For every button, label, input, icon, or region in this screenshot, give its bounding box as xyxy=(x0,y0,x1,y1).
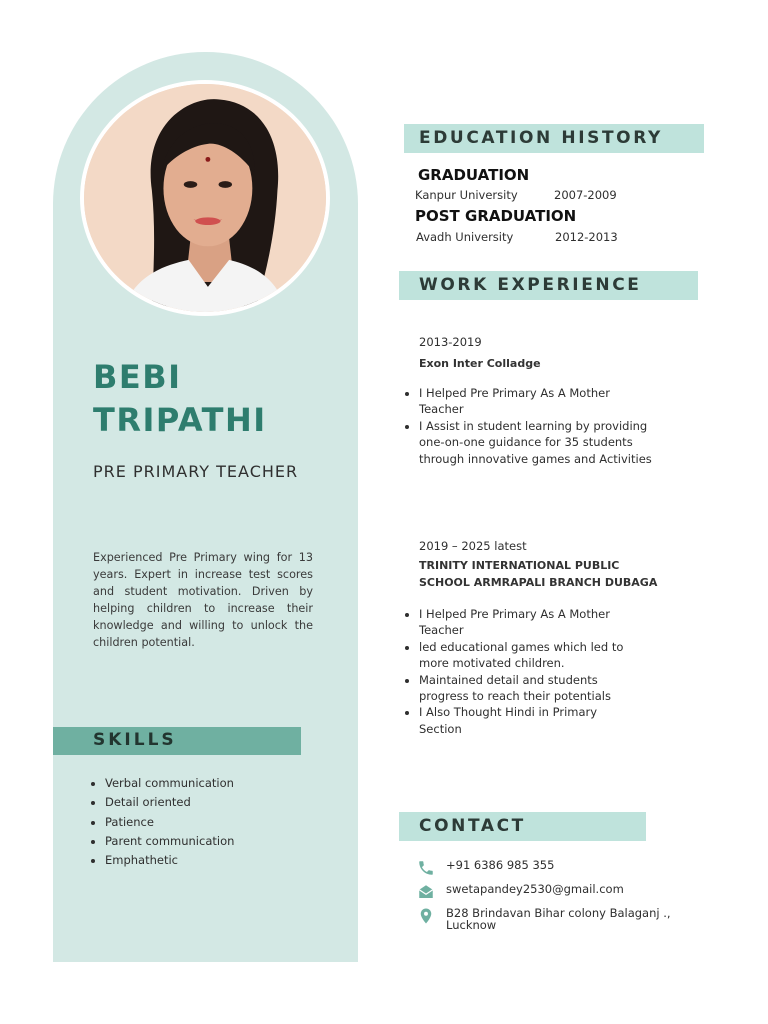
skill-item: • Detail oriented xyxy=(105,793,234,812)
education-degree: POST GRADUATION xyxy=(415,207,577,225)
contact-phone-row xyxy=(417,859,696,877)
candidate-name xyxy=(93,356,333,442)
education-header-bar xyxy=(404,124,704,153)
job-years: 2013-2019 xyxy=(419,335,482,349)
envelope-icon xyxy=(417,883,435,901)
contact-email-row xyxy=(417,883,696,901)
location-pin-icon xyxy=(417,907,435,925)
work-title: WORK EXPERIENCE xyxy=(419,275,642,295)
job-bullet: • Maintained detail and students progress to reach their potentials xyxy=(419,672,639,705)
education-degree: GRADUATION xyxy=(418,166,530,184)
contact-title: CONTACT xyxy=(419,816,526,836)
contact-address: B28 Brindavan Bihar colony Balaganj ., Lucknow xyxy=(446,906,671,932)
phone-icon xyxy=(417,859,435,877)
education-title: EDUCATION HISTORY xyxy=(419,128,663,148)
skill-item: • Verbal communication xyxy=(105,774,234,793)
skill-item: • Parent communication xyxy=(105,832,234,851)
job-bullet: • I Assist in student learning by providing one-on-one guidance for 35 students through innovative games and Activities xyxy=(419,418,667,467)
name-last: TRIPATHI xyxy=(93,401,267,439)
name-first: BEBI xyxy=(93,358,182,396)
contact-address-row xyxy=(417,907,696,931)
skills-title: SKILLS xyxy=(93,730,177,750)
work-header-bar xyxy=(399,271,698,300)
skill-item: • Emphathetic xyxy=(105,851,234,870)
skills-header-bar xyxy=(53,727,301,755)
job-bullet: • I Helped Pre Primary As A Mother Teacher xyxy=(419,385,634,418)
job-bullet: • I Helped Pre Primary As A Mother Teacher xyxy=(419,606,629,639)
job-years: 2019 – 2025 latest xyxy=(419,539,527,553)
education-years: 2012-2013 xyxy=(555,230,618,244)
portrait-illustration xyxy=(84,84,326,312)
skill-item: • Patience xyxy=(105,813,234,832)
education-institution: Kanpur University xyxy=(415,188,518,202)
contact-email[interactable]: swetapandey2530@gmail.com xyxy=(446,882,624,896)
profile-photo xyxy=(80,80,330,316)
education-institution: Avadh University xyxy=(416,230,514,244)
job-employer: Exon Inter Colladge xyxy=(419,357,541,370)
job-bullet: • I Also Thought Hindi in Primary Section xyxy=(419,704,619,737)
job-employer: TRINITY INTERNATIONAL PUBLIC SCHOOL ARMRAPALI BRANCH DUBAGA xyxy=(419,559,658,589)
job-bullets xyxy=(399,385,689,467)
contact-phone[interactable]: +91 6386 985 355 xyxy=(446,858,555,872)
contact-header-bar xyxy=(399,812,646,841)
education-years: 2007-2009 xyxy=(554,188,617,202)
profile-summary: Experienced Pre Primary wing for 13 years. Expert in increase test scores and student motivation. Driven by helping children to increase their knowledge and willing to unlock the children potential. xyxy=(93,551,313,649)
job-bullets xyxy=(399,606,679,737)
job-bullet: • led educational games which led to more motivated children. xyxy=(419,639,649,672)
skills-list xyxy=(88,774,234,870)
job-role: PRE PRIMARY TEACHER xyxy=(93,462,299,481)
